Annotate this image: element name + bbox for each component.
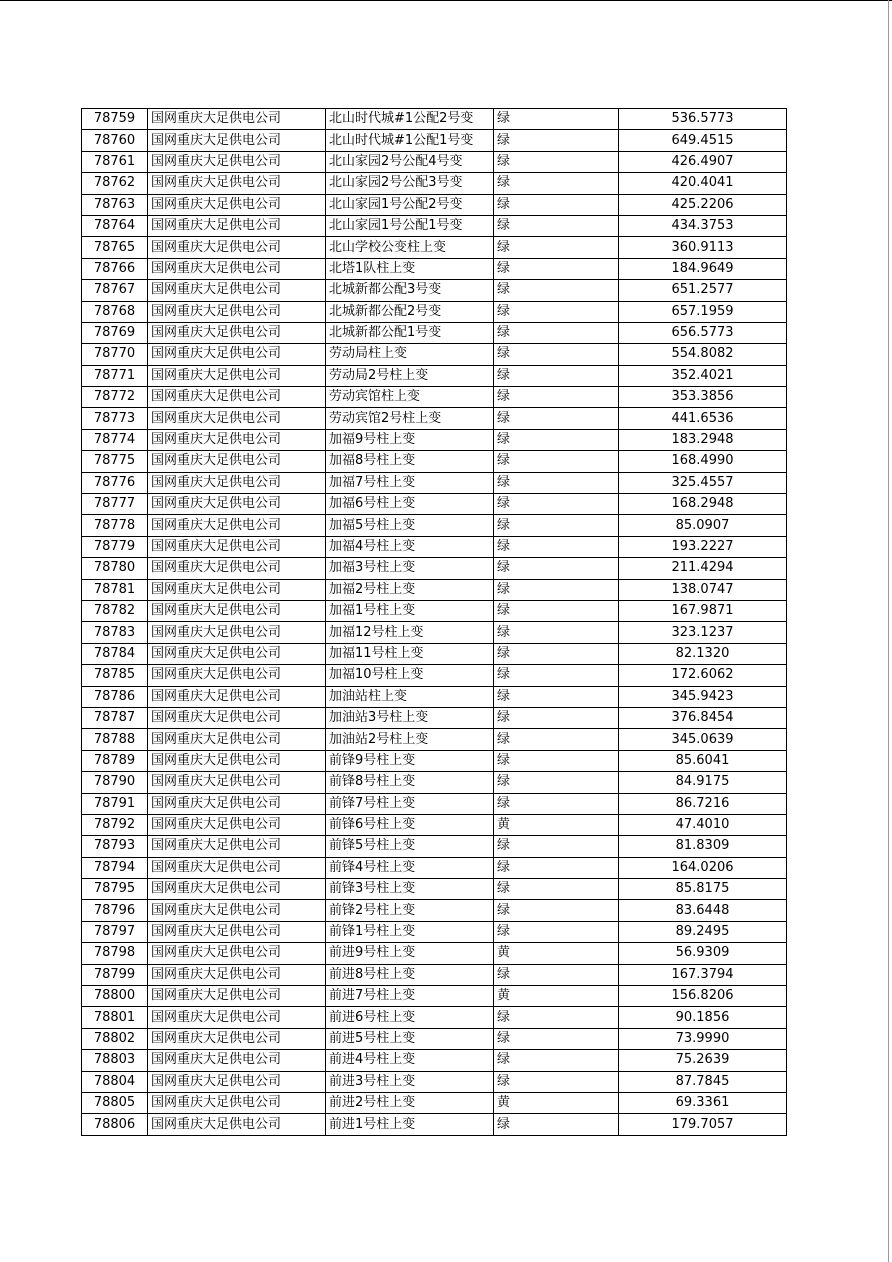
cell-transformer-name: 加福9号柱上变 bbox=[326, 429, 494, 450]
cell-id: 78765 bbox=[82, 237, 148, 258]
cell-value: 83.6448 bbox=[619, 900, 787, 921]
table-row bbox=[82, 301, 787, 322]
table-row bbox=[82, 643, 787, 664]
cell-company: 国网重庆大足供电公司 bbox=[148, 344, 326, 365]
cell-id: 78792 bbox=[82, 814, 148, 835]
cell-id: 78759 bbox=[82, 109, 148, 130]
cell-id: 78806 bbox=[82, 1114, 148, 1135]
cell-status: 绿 bbox=[494, 536, 619, 557]
cell-status: 绿 bbox=[494, 1028, 619, 1049]
cell-value: 352.4021 bbox=[619, 365, 787, 386]
cell-value: 184.9649 bbox=[619, 258, 787, 279]
cell-value: 167.3794 bbox=[619, 964, 787, 985]
cell-company: 国网重庆大足供电公司 bbox=[148, 707, 326, 728]
table-row bbox=[82, 1092, 787, 1113]
cell-id: 78787 bbox=[82, 707, 148, 728]
cell-company: 国网重庆大足供电公司 bbox=[148, 515, 326, 536]
cell-value: 156.8206 bbox=[619, 986, 787, 1007]
cell-value: 211.4294 bbox=[619, 558, 787, 579]
cell-value: 86.7216 bbox=[619, 793, 787, 814]
table-row bbox=[82, 194, 787, 215]
cell-id: 78767 bbox=[82, 280, 148, 301]
cell-status: 绿 bbox=[494, 173, 619, 194]
cell-transformer-name: 前进2号柱上变 bbox=[326, 1092, 494, 1113]
table-row bbox=[82, 237, 787, 258]
cell-status: 绿 bbox=[494, 451, 619, 472]
cell-company: 国网重庆大足供电公司 bbox=[148, 665, 326, 686]
cell-value: 345.9423 bbox=[619, 686, 787, 707]
cell-id: 78786 bbox=[82, 686, 148, 707]
cell-company: 国网重庆大足供电公司 bbox=[148, 322, 326, 343]
table-row bbox=[82, 429, 787, 450]
cell-company: 国网重庆大足供电公司 bbox=[148, 1092, 326, 1113]
cell-value: 164.0206 bbox=[619, 857, 787, 878]
transformer-table bbox=[81, 108, 787, 1136]
cell-status: 绿 bbox=[494, 301, 619, 322]
cell-transformer-name: 北山家园1号公配2号变 bbox=[326, 194, 494, 215]
cell-company: 国网重庆大足供电公司 bbox=[148, 365, 326, 386]
cell-status: 绿 bbox=[494, 643, 619, 664]
cell-company: 国网重庆大足供电公司 bbox=[148, 579, 326, 600]
cell-status: 绿 bbox=[494, 215, 619, 236]
cell-company: 国网重庆大足供电公司 bbox=[148, 964, 326, 985]
cell-transformer-name: 北山家园2号公配3号变 bbox=[326, 173, 494, 194]
cell-status: 绿 bbox=[494, 237, 619, 258]
table-row bbox=[82, 772, 787, 793]
cell-transformer-name: 前锋2号柱上变 bbox=[326, 900, 494, 921]
cell-transformer-name: 加福4号柱上变 bbox=[326, 536, 494, 557]
cell-id: 78766 bbox=[82, 258, 148, 279]
cell-status: 黄 bbox=[494, 814, 619, 835]
cell-id: 78799 bbox=[82, 964, 148, 985]
cell-company: 国网重庆大足供电公司 bbox=[148, 429, 326, 450]
cell-transformer-name: 加福5号柱上变 bbox=[326, 515, 494, 536]
table-row bbox=[82, 472, 787, 493]
cell-id: 78802 bbox=[82, 1028, 148, 1049]
cell-company: 国网重庆大足供电公司 bbox=[148, 173, 326, 194]
cell-value: 82.1320 bbox=[619, 643, 787, 664]
cell-company: 国网重庆大足供电公司 bbox=[148, 215, 326, 236]
cell-status: 绿 bbox=[494, 729, 619, 750]
cell-status: 绿 bbox=[494, 921, 619, 942]
cell-value: 172.6062 bbox=[619, 665, 787, 686]
table-row bbox=[82, 600, 787, 621]
cell-status: 绿 bbox=[494, 750, 619, 771]
cell-id: 78770 bbox=[82, 344, 148, 365]
cell-transformer-name: 北山家园1号公配1号变 bbox=[326, 215, 494, 236]
cell-value: 193.2227 bbox=[619, 536, 787, 557]
table-row bbox=[82, 750, 787, 771]
cell-company: 国网重庆大足供电公司 bbox=[148, 558, 326, 579]
cell-company: 国网重庆大足供电公司 bbox=[148, 750, 326, 771]
cell-company: 国网重庆大足供电公司 bbox=[148, 1114, 326, 1135]
cell-id: 78762 bbox=[82, 173, 148, 194]
cell-value: 73.9990 bbox=[619, 1028, 787, 1049]
cell-status: 绿 bbox=[494, 900, 619, 921]
cell-id: 78768 bbox=[82, 301, 148, 322]
table-row bbox=[82, 1050, 787, 1071]
table-row bbox=[82, 344, 787, 365]
cell-company: 国网重庆大足供电公司 bbox=[148, 622, 326, 643]
cell-id: 78803 bbox=[82, 1050, 148, 1071]
cell-transformer-name: 前进5号柱上变 bbox=[326, 1028, 494, 1049]
cell-value: 183.2948 bbox=[619, 429, 787, 450]
cell-status: 黄 bbox=[494, 943, 619, 964]
cell-status: 绿 bbox=[494, 429, 619, 450]
cell-transformer-name: 前锋9号柱上变 bbox=[326, 750, 494, 771]
table-row bbox=[82, 665, 787, 686]
table-row bbox=[82, 215, 787, 236]
cell-value: 360.9113 bbox=[619, 237, 787, 258]
cell-id: 78782 bbox=[82, 600, 148, 621]
cell-company: 国网重庆大足供电公司 bbox=[148, 472, 326, 493]
cell-id: 78775 bbox=[82, 451, 148, 472]
table-row bbox=[82, 280, 787, 301]
cell-company: 国网重庆大足供电公司 bbox=[148, 729, 326, 750]
cell-transformer-name: 前进9号柱上变 bbox=[326, 943, 494, 964]
cell-company: 国网重庆大足供电公司 bbox=[148, 1071, 326, 1092]
cell-id: 78800 bbox=[82, 986, 148, 1007]
cell-transformer-name: 加福11号柱上变 bbox=[326, 643, 494, 664]
cell-id: 78781 bbox=[82, 579, 148, 600]
cell-transformer-name: 加福10号柱上变 bbox=[326, 665, 494, 686]
cell-status: 绿 bbox=[494, 151, 619, 172]
page-right-border bbox=[888, 0, 889, 1262]
cell-value: 649.4515 bbox=[619, 130, 787, 151]
cell-company: 国网重庆大足供电公司 bbox=[148, 879, 326, 900]
table-row bbox=[82, 494, 787, 515]
cell-company: 国网重庆大足供电公司 bbox=[148, 301, 326, 322]
cell-transformer-name: 北山时代城#1公配1号变 bbox=[326, 130, 494, 151]
cell-id: 78760 bbox=[82, 130, 148, 151]
table-row bbox=[82, 1007, 787, 1028]
cell-value: 138.0747 bbox=[619, 579, 787, 600]
table-row bbox=[82, 151, 787, 172]
cell-transformer-name: 劳动局2号柱上变 bbox=[326, 365, 494, 386]
cell-id: 78776 bbox=[82, 472, 148, 493]
table-row bbox=[82, 814, 787, 835]
cell-status: 绿 bbox=[494, 793, 619, 814]
cell-company: 国网重庆大足供电公司 bbox=[148, 109, 326, 130]
cell-transformer-name: 加福12号柱上变 bbox=[326, 622, 494, 643]
cell-company: 国网重庆大足供电公司 bbox=[148, 943, 326, 964]
cell-status: 绿 bbox=[494, 280, 619, 301]
cell-status: 绿 bbox=[494, 1071, 619, 1092]
cell-status: 绿 bbox=[494, 1007, 619, 1028]
cell-id: 78788 bbox=[82, 729, 148, 750]
cell-company: 国网重庆大足供电公司 bbox=[148, 814, 326, 835]
cell-transformer-name: 前锋6号柱上变 bbox=[326, 814, 494, 835]
table-row bbox=[82, 900, 787, 921]
cell-value: 536.5773 bbox=[619, 109, 787, 130]
cell-company: 国网重庆大足供电公司 bbox=[148, 408, 326, 429]
cell-value: 434.3753 bbox=[619, 215, 787, 236]
cell-transformer-name: 劳动宾馆2号柱上变 bbox=[326, 408, 494, 429]
cell-value: 85.8175 bbox=[619, 879, 787, 900]
cell-status: 绿 bbox=[494, 1050, 619, 1071]
cell-status: 绿 bbox=[494, 707, 619, 728]
table-row bbox=[82, 173, 787, 194]
cell-status: 绿 bbox=[494, 109, 619, 130]
cell-id: 78789 bbox=[82, 750, 148, 771]
cell-transformer-name: 前锋8号柱上变 bbox=[326, 772, 494, 793]
table-row bbox=[82, 322, 787, 343]
cell-company: 国网重庆大足供电公司 bbox=[148, 130, 326, 151]
cell-company: 国网重庆大足供电公司 bbox=[148, 686, 326, 707]
cell-transformer-name: 前锋7号柱上变 bbox=[326, 793, 494, 814]
cell-company: 国网重庆大足供电公司 bbox=[148, 1007, 326, 1028]
table-row bbox=[82, 130, 787, 151]
cell-company: 国网重庆大足供电公司 bbox=[148, 280, 326, 301]
cell-value: 651.2577 bbox=[619, 280, 787, 301]
cell-status: 黄 bbox=[494, 1092, 619, 1113]
table-row bbox=[82, 558, 787, 579]
table-row bbox=[82, 986, 787, 1007]
cell-id: 78796 bbox=[82, 900, 148, 921]
cell-value: 90.1856 bbox=[619, 1007, 787, 1028]
table-row bbox=[82, 387, 787, 408]
cell-transformer-name: 劳动宾馆柱上变 bbox=[326, 387, 494, 408]
cell-company: 国网重庆大足供电公司 bbox=[148, 194, 326, 215]
cell-status: 绿 bbox=[494, 515, 619, 536]
cell-id: 78790 bbox=[82, 772, 148, 793]
table-row bbox=[82, 515, 787, 536]
cell-status: 绿 bbox=[494, 665, 619, 686]
cell-status: 绿 bbox=[494, 558, 619, 579]
cell-value: 47.4010 bbox=[619, 814, 787, 835]
table-row bbox=[82, 622, 787, 643]
cell-status: 绿 bbox=[494, 622, 619, 643]
table-row bbox=[82, 793, 787, 814]
cell-id: 78780 bbox=[82, 558, 148, 579]
cell-value: 85.6041 bbox=[619, 750, 787, 771]
cell-company: 国网重庆大足供电公司 bbox=[148, 1028, 326, 1049]
cell-value: 85.0907 bbox=[619, 515, 787, 536]
cell-transformer-name: 前锋3号柱上变 bbox=[326, 879, 494, 900]
cell-transformer-name: 前进1号柱上变 bbox=[326, 1114, 494, 1135]
cell-id: 78783 bbox=[82, 622, 148, 643]
cell-status: 绿 bbox=[494, 194, 619, 215]
table-row bbox=[82, 964, 787, 985]
cell-value: 376.8454 bbox=[619, 707, 787, 728]
cell-company: 国网重庆大足供电公司 bbox=[148, 258, 326, 279]
cell-status: 绿 bbox=[494, 879, 619, 900]
cell-value: 323.1237 bbox=[619, 622, 787, 643]
cell-value: 345.0639 bbox=[619, 729, 787, 750]
cell-value: 84.9175 bbox=[619, 772, 787, 793]
cell-status: 绿 bbox=[494, 600, 619, 621]
table-row bbox=[82, 365, 787, 386]
cell-status: 绿 bbox=[494, 772, 619, 793]
cell-transformer-name: 北山学校公变柱上变 bbox=[326, 237, 494, 258]
cell-id: 78795 bbox=[82, 879, 148, 900]
cell-status: 绿 bbox=[494, 836, 619, 857]
cell-transformer-name: 前进6号柱上变 bbox=[326, 1007, 494, 1028]
cell-status: 绿 bbox=[494, 365, 619, 386]
cell-transformer-name: 北山家园2号公配4号变 bbox=[326, 151, 494, 172]
cell-id: 78791 bbox=[82, 793, 148, 814]
cell-id: 78773 bbox=[82, 408, 148, 429]
cell-id: 78805 bbox=[82, 1092, 148, 1113]
cell-value: 56.9309 bbox=[619, 943, 787, 964]
cell-value: 325.4557 bbox=[619, 472, 787, 493]
table-row bbox=[82, 836, 787, 857]
cell-transformer-name: 北城新都公配2号变 bbox=[326, 301, 494, 322]
cell-company: 国网重庆大足供电公司 bbox=[148, 793, 326, 814]
cell-transformer-name: 加福6号柱上变 bbox=[326, 494, 494, 515]
cell-transformer-name: 前锋5号柱上变 bbox=[326, 836, 494, 857]
table-row bbox=[82, 109, 787, 130]
table-row bbox=[82, 258, 787, 279]
cell-status: 绿 bbox=[494, 857, 619, 878]
cell-id: 78763 bbox=[82, 194, 148, 215]
cell-transformer-name: 加福8号柱上变 bbox=[326, 451, 494, 472]
cell-company: 国网重庆大足供电公司 bbox=[148, 857, 326, 878]
cell-company: 国网重庆大足供电公司 bbox=[148, 600, 326, 621]
cell-value: 426.4907 bbox=[619, 151, 787, 172]
cell-value: 179.7057 bbox=[619, 1114, 787, 1135]
cell-id: 78769 bbox=[82, 322, 148, 343]
cell-value: 554.8082 bbox=[619, 344, 787, 365]
cell-value: 353.3856 bbox=[619, 387, 787, 408]
cell-transformer-name: 前锋4号柱上变 bbox=[326, 857, 494, 878]
table-row bbox=[82, 536, 787, 557]
cell-id: 78784 bbox=[82, 643, 148, 664]
cell-value: 81.8309 bbox=[619, 836, 787, 857]
cell-id: 78797 bbox=[82, 921, 148, 942]
cell-id: 78785 bbox=[82, 665, 148, 686]
table-row bbox=[82, 408, 787, 429]
cell-id: 78779 bbox=[82, 536, 148, 557]
cell-transformer-name: 加油站3号柱上变 bbox=[326, 707, 494, 728]
cell-company: 国网重庆大足供电公司 bbox=[148, 387, 326, 408]
table-row bbox=[82, 1028, 787, 1049]
table-row bbox=[82, 451, 787, 472]
cell-company: 国网重庆大足供电公司 bbox=[148, 643, 326, 664]
cell-value: 657.1959 bbox=[619, 301, 787, 322]
cell-transformer-name: 加油站2号柱上变 bbox=[326, 729, 494, 750]
cell-status: 绿 bbox=[494, 494, 619, 515]
cell-company: 国网重庆大足供电公司 bbox=[148, 451, 326, 472]
cell-value: 167.9871 bbox=[619, 600, 787, 621]
cell-status: 黄 bbox=[494, 986, 619, 1007]
cell-status: 绿 bbox=[494, 408, 619, 429]
cell-id: 78764 bbox=[82, 215, 148, 236]
cell-transformer-name: 北城新都公配3号变 bbox=[326, 280, 494, 301]
cell-transformer-name: 北塔1队柱上变 bbox=[326, 258, 494, 279]
cell-id: 78761 bbox=[82, 151, 148, 172]
cell-value: 87.7845 bbox=[619, 1071, 787, 1092]
table-row bbox=[82, 857, 787, 878]
table-row bbox=[82, 686, 787, 707]
cell-status: 绿 bbox=[494, 1114, 619, 1135]
cell-value: 168.4990 bbox=[619, 451, 787, 472]
cell-company: 国网重庆大足供电公司 bbox=[148, 1050, 326, 1071]
table-row bbox=[82, 579, 787, 600]
cell-transformer-name: 加油站柱上变 bbox=[326, 686, 494, 707]
cell-value: 441.6536 bbox=[619, 408, 787, 429]
cell-company: 国网重庆大足供电公司 bbox=[148, 836, 326, 857]
table-row bbox=[82, 921, 787, 942]
cell-transformer-name: 前锋1号柱上变 bbox=[326, 921, 494, 942]
cell-transformer-name: 前进8号柱上变 bbox=[326, 964, 494, 985]
table-row bbox=[82, 1071, 787, 1092]
cell-id: 78772 bbox=[82, 387, 148, 408]
cell-status: 绿 bbox=[494, 130, 619, 151]
cell-transformer-name: 劳动局柱上变 bbox=[326, 344, 494, 365]
cell-status: 绿 bbox=[494, 344, 619, 365]
cell-company: 国网重庆大足供电公司 bbox=[148, 921, 326, 942]
cell-status: 绿 bbox=[494, 387, 619, 408]
cell-company: 国网重庆大足供电公司 bbox=[148, 151, 326, 172]
cell-company: 国网重庆大足供电公司 bbox=[148, 900, 326, 921]
cell-transformer-name: 加福2号柱上变 bbox=[326, 579, 494, 600]
cell-id: 78801 bbox=[82, 1007, 148, 1028]
table-row bbox=[82, 879, 787, 900]
cell-value: 656.5773 bbox=[619, 322, 787, 343]
cell-transformer-name: 前进3号柱上变 bbox=[326, 1071, 494, 1092]
page-top-border bbox=[0, 0, 892, 1]
cell-value: 89.2495 bbox=[619, 921, 787, 942]
cell-company: 国网重庆大足供电公司 bbox=[148, 986, 326, 1007]
cell-company: 国网重庆大足供电公司 bbox=[148, 237, 326, 258]
cell-status: 绿 bbox=[494, 964, 619, 985]
cell-status: 绿 bbox=[494, 472, 619, 493]
cell-id: 78793 bbox=[82, 836, 148, 857]
cell-value: 168.2948 bbox=[619, 494, 787, 515]
cell-transformer-name: 加福3号柱上变 bbox=[326, 558, 494, 579]
cell-id: 78804 bbox=[82, 1071, 148, 1092]
table-row bbox=[82, 729, 787, 750]
cell-transformer-name: 加福1号柱上变 bbox=[326, 600, 494, 621]
cell-status: 绿 bbox=[494, 686, 619, 707]
cell-status: 绿 bbox=[494, 258, 619, 279]
table-row bbox=[82, 707, 787, 728]
cell-id: 78794 bbox=[82, 857, 148, 878]
table-row bbox=[82, 1114, 787, 1135]
table-row bbox=[82, 943, 787, 964]
cell-transformer-name: 北城新都公配1号变 bbox=[326, 322, 494, 343]
cell-transformer-name: 北山时代城#1公配2号变 bbox=[326, 109, 494, 130]
cell-id: 78777 bbox=[82, 494, 148, 515]
cell-status: 绿 bbox=[494, 322, 619, 343]
cell-id: 78798 bbox=[82, 943, 148, 964]
cell-status: 绿 bbox=[494, 579, 619, 600]
cell-value: 75.2639 bbox=[619, 1050, 787, 1071]
cell-id: 78771 bbox=[82, 365, 148, 386]
cell-transformer-name: 加福7号柱上变 bbox=[326, 472, 494, 493]
table-body bbox=[82, 109, 787, 1136]
cell-value: 69.3361 bbox=[619, 1092, 787, 1113]
cell-value: 425.2206 bbox=[619, 194, 787, 215]
cell-transformer-name: 前进4号柱上变 bbox=[326, 1050, 494, 1071]
cell-value: 420.4041 bbox=[619, 173, 787, 194]
cell-id: 78774 bbox=[82, 429, 148, 450]
cell-id: 78778 bbox=[82, 515, 148, 536]
cell-company: 国网重庆大足供电公司 bbox=[148, 494, 326, 515]
cell-company: 国网重庆大足供电公司 bbox=[148, 536, 326, 557]
cell-company: 国网重庆大足供电公司 bbox=[148, 772, 326, 793]
cell-transformer-name: 前进7号柱上变 bbox=[326, 986, 494, 1007]
